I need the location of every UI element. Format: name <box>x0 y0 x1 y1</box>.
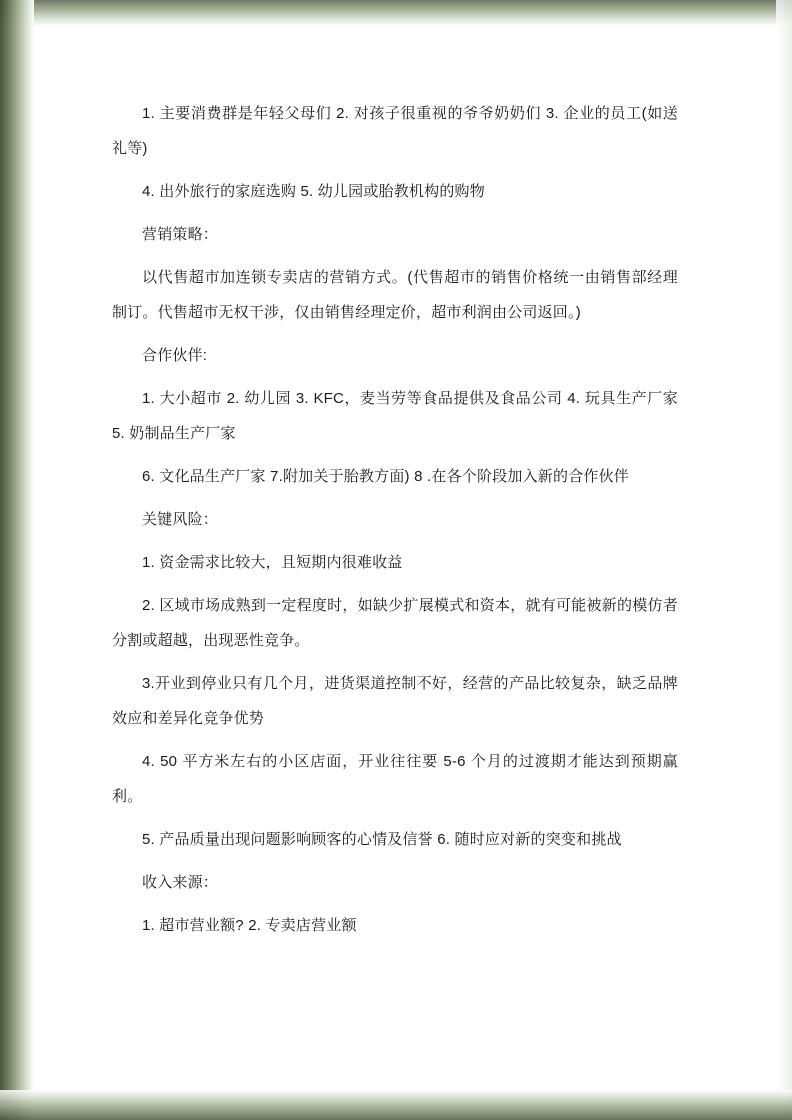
paragraph-partners-1: 1. 大小超市 2. 幼儿园 3. KFC，麦当劳等食品提供及食品公司 4. 玩具生产厂家 5. 奶制品生产厂家 <box>112 390 678 442</box>
paragraph-risk-2: 2. 区域市场成熟到一定程度时，如缺少扩展模式和资本，就有可能被新的模仿者分割或超越，出现恶性竞争。 <box>112 597 678 649</box>
paragraph-partners-2: 6. 文化品生产厂家 7.附加关于胎教方面) 8 .在各个阶段加入新的合作伙伴 <box>142 468 629 485</box>
page-edge-left-shading <box>0 0 34 1120</box>
heading-partners: 合作伙伴: <box>142 347 208 364</box>
heading-key-risks: 关键风险： <box>142 511 219 528</box>
paragraph-marketing-strategy-body: 以代售超市加连锁专卖店的营销方式。(代售超市的销售价格统一由销售部经理制订。代售超市无权干涉，仅由销售经理定价，超市利润由公司返回。) <box>112 269 678 321</box>
document-body <box>112 96 678 951</box>
paragraph-risk-5: 5. 产品质量出现问题影响顾客的心情及信誉 6. 随时应对新的突变和挑战 <box>142 831 622 848</box>
heading-marketing-strategy: 营销策略： <box>142 226 219 243</box>
page-edge-right-shading <box>776 0 792 1120</box>
paragraph-revenue-sources-body: 1. 超市营业额? 2. 专卖店营业额 <box>142 917 357 934</box>
heading-revenue-sources: 收入来源： <box>142 874 219 891</box>
paragraph-risk-1: 1. 资金需求比较大，且短期内很难收益 <box>142 554 403 571</box>
page-edge-top-shading <box>0 0 792 26</box>
paragraph-risk-3: 3.开业到停业只有几个月，进货渠道控制不好，经营的产品比较复杂，缺乏品牌效应和差异化竞争优势 <box>112 675 678 727</box>
paragraph-consumer-groups-2: 4. 出外旅行的家庭选购 5. 幼儿园或胎教机构的购物 <box>142 183 485 200</box>
paragraph-consumer-groups: 1. 主要消费群是年轻父母们 2. 对孩子很重视的爷爷奶奶们 3. 企业的员工(如送礼等) <box>112 105 678 157</box>
page-edge-bottom-shading <box>0 1090 792 1120</box>
paragraph-risk-4: 4. 50 平方米左右的小区店面，开业往往要 5-6 个月的过渡期才能达到预期赢利。 <box>112 753 678 805</box>
